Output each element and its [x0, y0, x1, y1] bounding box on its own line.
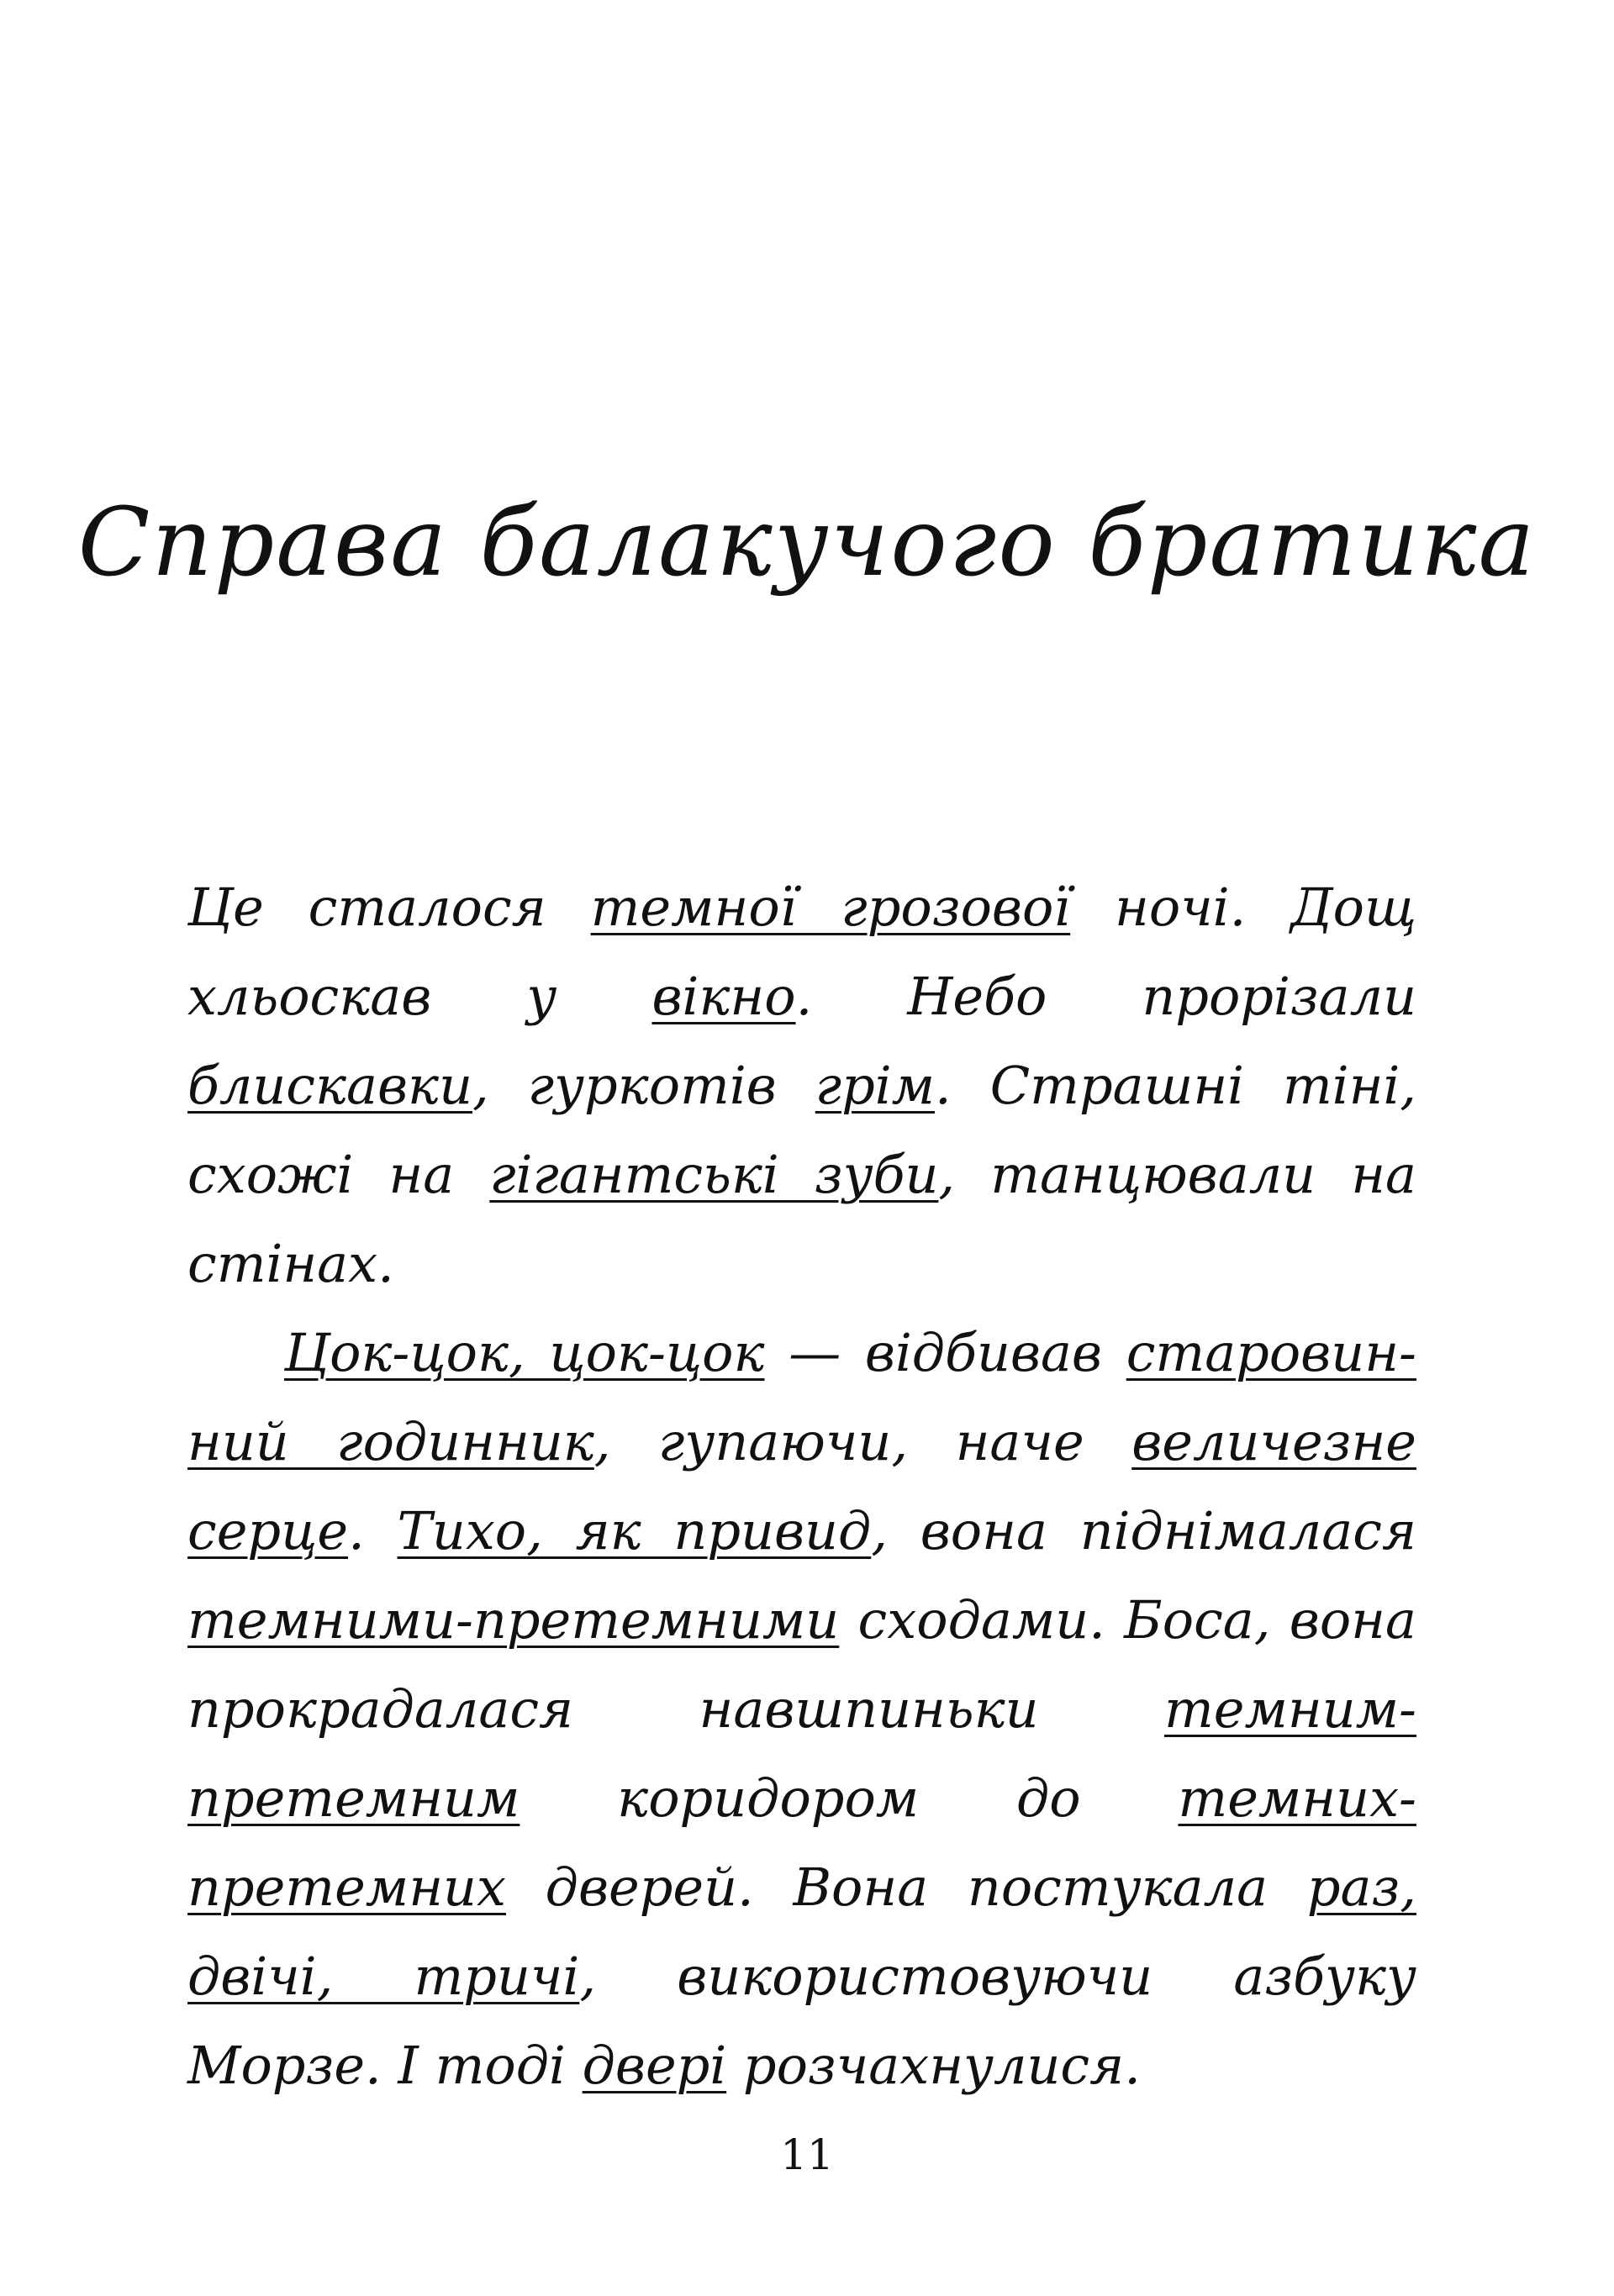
underlined-phrase: старовинний годинник — [187, 1322, 1416, 1472]
underlined-phrase: вікно — [651, 966, 796, 1027]
underlined-phrase: Цок-цок, цок-цок — [284, 1322, 765, 1383]
underlined-phrase: блискавки — [187, 1055, 473, 1116]
text-run: , використовуючи азбуку Морзе. І тоді — [187, 1946, 1416, 2096]
underlined-phrase: темних-претемних — [187, 1767, 1416, 1918]
chapter-title: Справа балакучого братика — [77, 488, 1537, 598]
paragraph — [187, 1309, 1416, 2110]
underlined-phrase: величезне серце — [187, 1411, 1416, 1561]
text-run: . Страшні тіні, схожі на — [187, 1055, 1417, 1205]
underlined-phrase: раз, двічі, тричі — [187, 1856, 1416, 2007]
underlined-phrase: грім — [815, 1055, 936, 1116]
text-run: дверей. Вона постукала — [505, 1856, 1307, 1918]
text-run: коридором до — [520, 1767, 1179, 1829]
paragraph — [187, 863, 1416, 1309]
underlined-phrase: двері — [582, 2035, 727, 2096]
chapter-body — [187, 863, 1416, 2110]
text-run: — відбивав — [764, 1322, 1126, 1383]
underlined-phrase: темної грозової — [590, 877, 1071, 938]
text-run: . — [348, 1500, 398, 1561]
text-run: . Небо прорізали — [795, 966, 1417, 1027]
text-run: , вона піднімалася — [871, 1500, 1416, 1561]
text-run: Це сталося — [187, 877, 591, 938]
text-run: розчахнулися. — [726, 2035, 1141, 2096]
text-run: , гуркотів — [472, 1055, 815, 1116]
underlined-phrase: Тихо, як привид — [397, 1500, 872, 1561]
underlined-phrase: темними-претемними — [187, 1589, 840, 1651]
underlined-phrase: гігантські зуби — [489, 1144, 939, 1205]
text-run: , танцювали на стінах. — [187, 1144, 1417, 1294]
text-run: , гупаючи, наче — [593, 1411, 1132, 1472]
underlined-phrase: темним-претемним — [187, 1678, 1416, 1829]
text-run: ночі. Дощ хльоскав у — [187, 877, 1417, 1027]
page-number: 11 — [780, 2130, 834, 2179]
text-run: сходами. Боса, вона прокрадалася навшпиньки — [187, 1589, 1416, 1740]
